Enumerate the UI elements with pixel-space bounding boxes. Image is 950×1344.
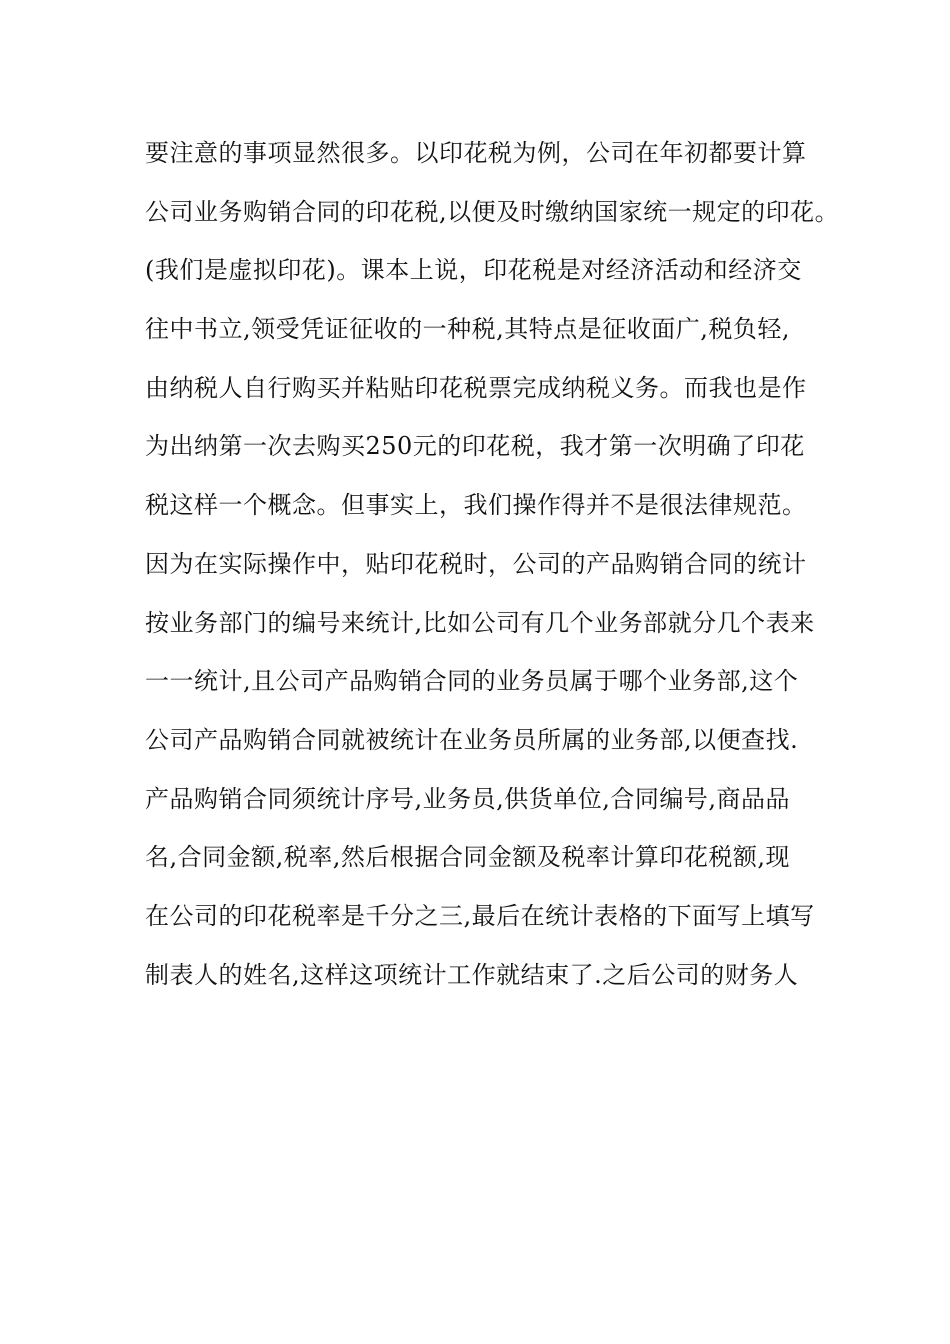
text-line: 因为在实际操作中，贴印花税时，公司的产品购销合同的统计 — [145, 549, 807, 578]
text-line: 为出纳第一次去购买250元的印花税，我才第一次明确了印花 — [145, 432, 805, 461]
text-line: 在公司的印花税率是千分之三,最后在统计表格的下面写上填写 — [145, 901, 815, 930]
text-line: 往中书立,领受凭证征收的一种税,其特点是征收面广,税负轻, — [145, 315, 791, 344]
text-line: 由纳税人自行购买并粘贴印花税票完成纳税义务。而我也是作 — [145, 373, 807, 402]
text-line: 产品购销合同须统计序号,业务员,供货单位,合同编号,商品品 — [145, 784, 791, 813]
text-line: 公司业务购销合同的印花税,以便及时缴纳国家统一规定的印花。 — [145, 197, 840, 226]
text-line: 制表人的姓名,这样这项统计工作就结束了.之后公司的财务人 — [145, 960, 799, 989]
text-line: 按业务部门的编号来统计,比如公司有几个业务部就分几个表来 — [145, 608, 815, 637]
text-line: (我们是虚拟印花)。课本上说，印花税是对经济活动和经济交 — [145, 256, 802, 285]
text-line: 一一统计,且公司产品购销合同的业务员属于哪个业务部,这个 — [145, 667, 799, 696]
text-line: 名,合同金额,税率,然后根据合同金额及税率计算印花税额,现 — [145, 843, 791, 872]
text-line: 要注意的事项显然很多。以印花税为例，公司在年初都要计算 — [145, 139, 807, 167]
text-line: 公司产品购销合同就被统计在业务员所属的业务部,以便查找. — [145, 725, 799, 754]
body-text — [145, 130, 840, 1010]
text-line: 税这样一个概念。但事实上，我们操作得并不是很法律规范。 — [145, 491, 807, 520]
